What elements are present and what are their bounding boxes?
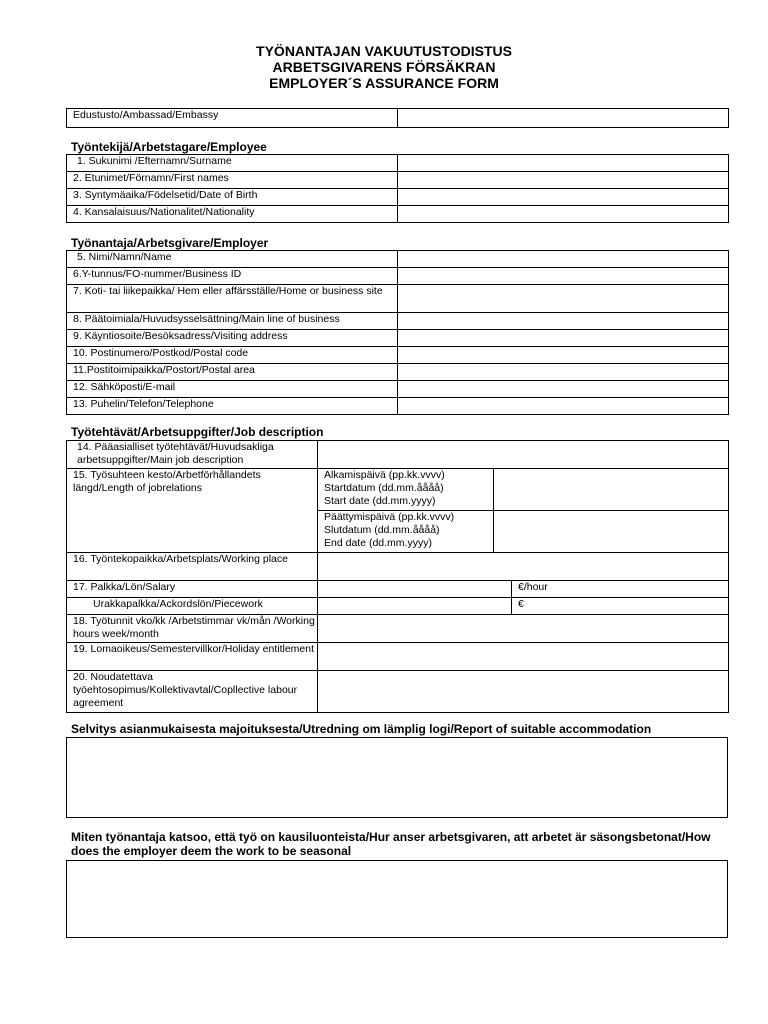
job-length-label: 15. Työsuhteen kesto/Arbetförhållandets längd/Length of jobrelations — [67, 469, 318, 553]
first-names-label: 2. Etunimet/Förnamn/First names — [67, 172, 398, 189]
salary-unit: €/hour — [512, 581, 729, 598]
end-date-label — [318, 511, 494, 553]
visiting-address-label: 9. Käyntiosoite/Besöksadress/Visiting address — [67, 330, 398, 347]
start-date-sv: Startdatum (dd.mm.åååå) — [324, 482, 444, 494]
title-line-2: ARBETSGIVARENS FÖRSÄKRAN — [272, 59, 496, 75]
start-date-fi: Alkamispäivä (pp.kk.vvvv) — [324, 469, 445, 481]
postal-code-field[interactable] — [398, 347, 729, 364]
first-names-field[interactable] — [398, 172, 729, 189]
start-date-en: Start date (dd.mm.yyyy) — [324, 495, 436, 507]
postal-area-label: 11.Postitoimipaikka/Postort/Postal area — [67, 364, 398, 381]
employer-name-field[interactable] — [398, 251, 729, 268]
accommodation-heading: Selvitys asianmukaisesta majoituksesta/Utredning om lämplig logi/Report of suitable accommodation — [71, 722, 652, 736]
labour-agreement-field[interactable] — [318, 671, 729, 713]
title-line-3: EMPLOYER´S ASSURANCE FORM — [269, 75, 499, 91]
embassy-label: Edustusto/Ambassad/Embassy — [67, 109, 398, 128]
business-site-label: 7. Koti- tai liikepaikka/ Hem eller affärsställe/Home or business site — [67, 285, 398, 313]
nationality-label: 4. Kansalaisuus/Nationalitet/Nationality — [67, 206, 398, 223]
start-date-field[interactable] — [494, 469, 729, 511]
seasonal-heading: Miten työnantaja katsoo, että työ on kausiluonteista/Hur anser arbetsgivaren, att arbetet är säsongsbetonat/How does the employer deem the work to be seasonal — [71, 830, 711, 858]
embassy-field[interactable] — [398, 109, 729, 128]
employee-heading: Työntekijä/Arbetstagare/Employee — [71, 140, 267, 154]
employer-name-label: 5. Nimi/Namn/Name — [67, 251, 398, 268]
business-id-label: 6.Y-tunnus/FO-nummer/Business ID — [67, 268, 398, 285]
postal-area-field[interactable] — [398, 364, 729, 381]
end-date-en: End date (dd.mm.yyyy) — [324, 537, 432, 549]
employer-heading: Työnantaja/Arbetsgivare/Employer — [71, 236, 269, 250]
surname-field[interactable] — [398, 155, 729, 172]
piecework-unit: € — [512, 598, 729, 615]
embassy-table — [66, 108, 729, 128]
end-date-field[interactable] — [494, 511, 729, 553]
date-of-birth-label: 3. Syntymäaika/Födelsetid/Date of Birth — [67, 189, 398, 206]
main-job-label: 14. Pääasialliset työtehtävät/Huvudsakliga arbetsuppgifter/Main job description — [67, 441, 318, 469]
accommodation-field[interactable] — [66, 737, 728, 818]
form-title — [0, 43, 768, 91]
postal-code-label: 10. Postinumero/Postkod/Postal code — [67, 347, 398, 364]
business-site-field[interactable] — [398, 285, 729, 313]
end-date-sv: Slutdatum (dd.mm.åååå) — [324, 524, 440, 536]
telephone-label: 13. Puhelin/Telefon/Telephone — [67, 398, 398, 415]
end-date-fi: Päättymispäivä (pp.kk.vvvv) — [324, 511, 455, 523]
job-table — [66, 440, 729, 713]
piecework-field[interactable] — [318, 598, 512, 615]
main-line-field[interactable] — [398, 313, 729, 330]
main-job-field[interactable] — [318, 441, 729, 469]
working-place-label: 16. Työntekopaikka/Arbetsplats/Working place — [67, 553, 318, 581]
job-heading: Työtehtävät/Arbetsuppgifter/Job description — [71, 425, 324, 439]
seasonal-field[interactable] — [66, 860, 728, 938]
email-field[interactable] — [398, 381, 729, 398]
piecework-label: Urakkapalkka/Ackordslön/Piecework — [67, 598, 318, 615]
title-line-1: TYÖNANTAJAN VAKUUTUSTODISTUS — [256, 43, 512, 59]
working-place-field[interactable] — [318, 553, 729, 581]
business-id-field[interactable] — [398, 268, 729, 285]
surname-label: 1. Sukunimi /Efternamn/Surname — [67, 155, 398, 172]
email-label: 12. Sähköposti/E-mail — [67, 381, 398, 398]
start-date-label — [318, 469, 494, 511]
salary-field[interactable] — [318, 581, 512, 598]
nationality-field[interactable] — [398, 206, 729, 223]
date-of-birth-field[interactable] — [398, 189, 729, 206]
working-hours-field[interactable] — [318, 615, 729, 643]
holiday-field[interactable] — [318, 643, 729, 671]
holiday-label: 19. Lomaoikeus/Semestervillkor/Holiday entitlement — [67, 643, 318, 671]
salary-label: 17. Palkka/Lön/Salary — [67, 581, 318, 598]
main-line-label: 8. Päätoimiala/Huvudsysselsättning/Main line of business — [67, 313, 398, 330]
employee-table — [66, 154, 729, 223]
visiting-address-field[interactable] — [398, 330, 729, 347]
employer-table — [66, 250, 729, 415]
working-hours-label: 18. Työtunnit vko/kk /Arbetstimmar vk/mån /Working hours week/month — [67, 615, 318, 643]
telephone-field[interactable] — [398, 398, 729, 415]
labour-agreement-label: 20. Noudatettava työehtosopimus/Kollektivavtal/Copllective labour agreement — [67, 671, 318, 713]
